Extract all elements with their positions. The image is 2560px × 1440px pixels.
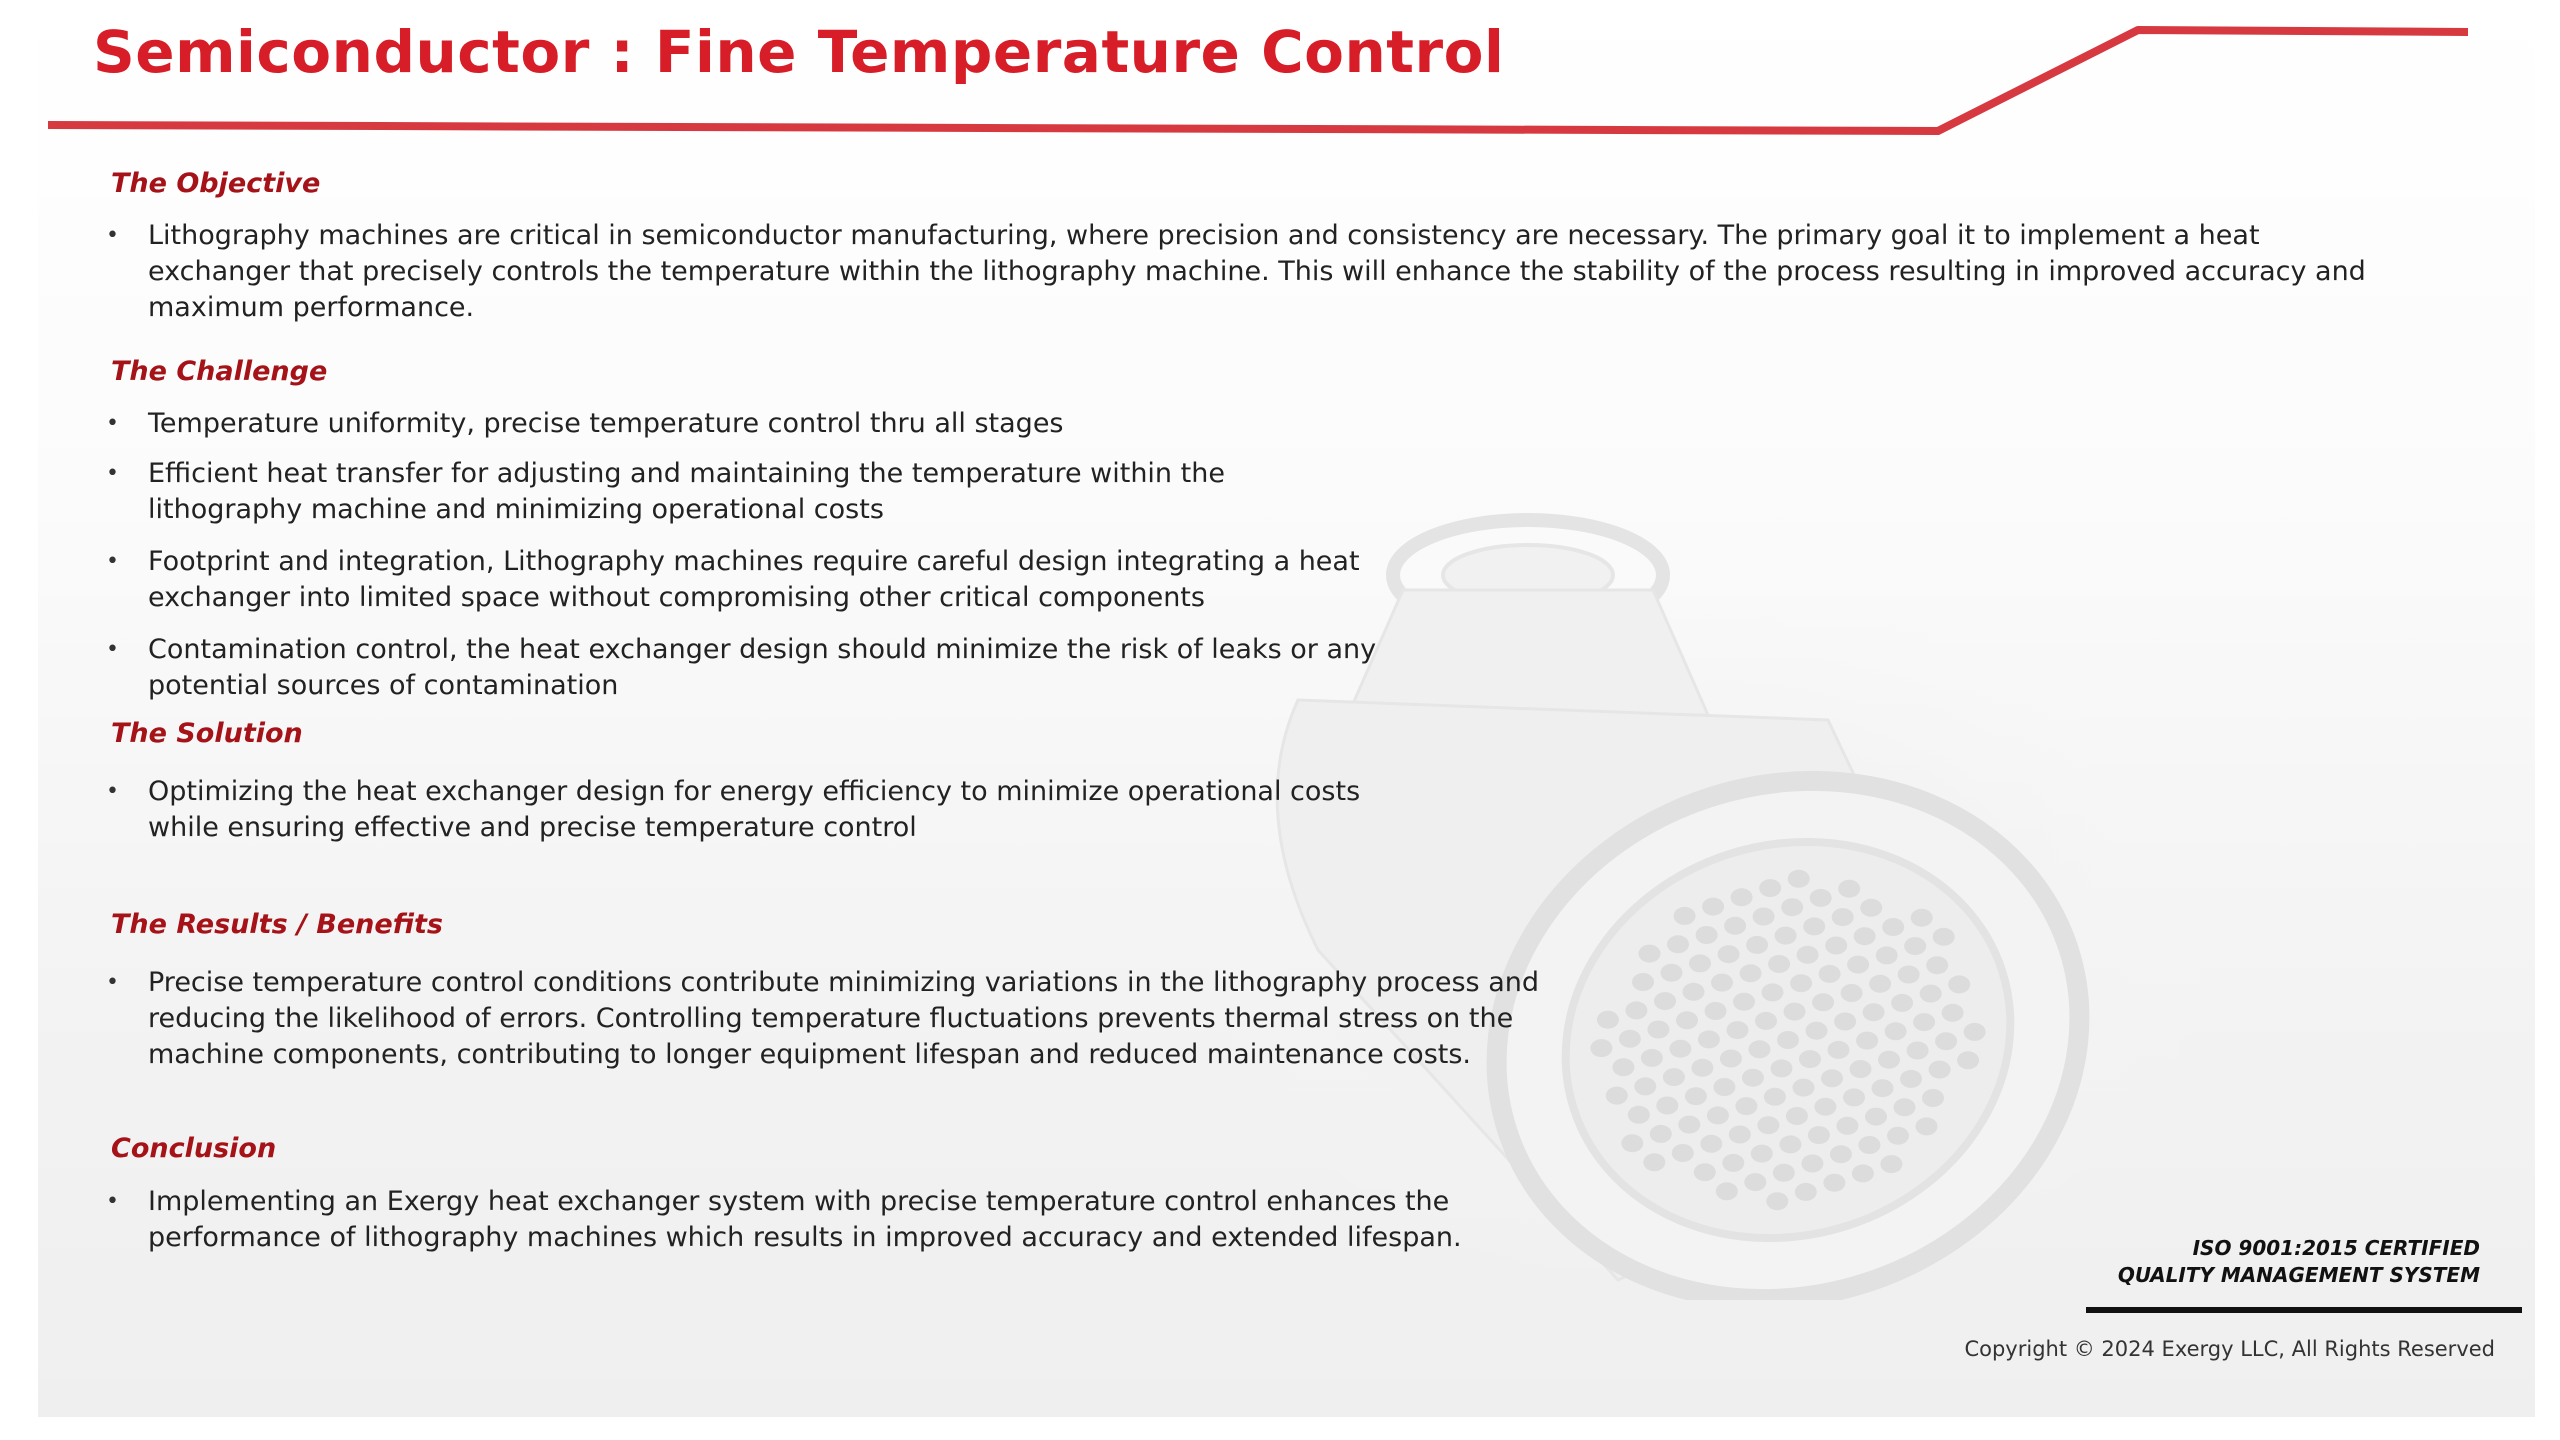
tube-hole <box>1880 1155 1902 1173</box>
tube-hole <box>1650 1125 1672 1143</box>
tube-hole <box>1735 1097 1757 1115</box>
tube-hole <box>1819 965 1841 983</box>
tube-hole <box>1779 1135 1801 1153</box>
tube-hole <box>1865 1108 1887 1126</box>
tube-hole <box>1803 917 1825 935</box>
tube-hole <box>1685 1087 1707 1105</box>
tube-hole <box>1964 1023 1986 1041</box>
tube-hole <box>1907 1042 1929 1060</box>
tube-hole <box>1841 984 1863 1002</box>
tube-hole <box>1628 1106 1650 1124</box>
tube-hole <box>1742 1069 1764 1087</box>
tube-hole <box>1740 964 1762 982</box>
tube-hole <box>1700 1135 1722 1153</box>
tube-hole <box>1720 1050 1742 1068</box>
section-heading-challenge: The Challenge <box>111 356 328 387</box>
tube-hole <box>1806 1022 1828 1040</box>
bullet-icon: • <box>106 461 119 486</box>
tube-hole <box>1790 974 1812 992</box>
bullet-text: Footprint and integration, Lithography machines require careful design integrating a heat exchanger into limited space without compromising other critical components <box>148 546 1360 613</box>
iso-certification <box>2118 1235 2480 1289</box>
tube-hole <box>1667 935 1689 953</box>
copyright-text: Copyright © 2024 Exergy LLC, All Rights Reserved <box>1964 1337 2495 1361</box>
list-item <box>106 456 1306 528</box>
tube-hole <box>1876 946 1898 964</box>
tube-hole <box>1878 1051 1900 1069</box>
tube-hole <box>1781 898 1803 916</box>
tube-hole <box>1860 899 1882 917</box>
tube-hole <box>1654 992 1676 1010</box>
tube-hole <box>1656 1097 1678 1115</box>
tube-hole <box>1887 1127 1909 1145</box>
tube-hole <box>1854 927 1876 945</box>
tube-hole <box>1727 1021 1749 1039</box>
tube-hole <box>1683 983 1705 1001</box>
tube-hole <box>1834 1013 1856 1031</box>
tube-hole <box>1797 946 1819 964</box>
tube-hole <box>1863 1003 1885 1021</box>
bullet-text: Implementing an Exergy heat exchanger system with precise temperature control enhances the performance of lithography machines which results in improved accuracy and extended lifespan. <box>148 1186 1462 1253</box>
tube-hole <box>1722 1154 1744 1172</box>
tube-hole <box>1828 1041 1850 1059</box>
tube-hole <box>1768 955 1790 973</box>
list-item <box>106 218 2406 326</box>
tube-hole <box>1933 928 1955 946</box>
tube-hole <box>1872 1079 1894 1097</box>
tube-hole <box>1882 918 1904 936</box>
tube-hole <box>1753 908 1775 926</box>
list-item <box>106 1184 1526 1256</box>
bullet-text: Lithography machines are critical in semiconductor manufacturing, where precision and consistency are necessary. The primary goal it to implement a heat exchanger that precisely controls the temperature within the lithography machine. This will enhance the stability of the process resulting in improved accuracy and maximum performance. <box>148 220 2366 323</box>
bullet-icon: • <box>106 411 119 436</box>
tube-hole <box>1858 1136 1880 1154</box>
tube-hole <box>1812 993 1834 1011</box>
section-heading-conclusion: Conclusion <box>111 1133 277 1164</box>
bullet-icon: • <box>106 637 119 662</box>
tube-hole <box>1678 1116 1700 1134</box>
bullet-icon: • <box>106 779 119 804</box>
tube-hole <box>1691 1059 1713 1077</box>
tube-hole <box>1808 1126 1830 1144</box>
tube-hole <box>1672 1144 1694 1162</box>
footer-divider <box>2086 1307 2522 1313</box>
tube-hole <box>1634 1077 1656 1095</box>
tube-hole <box>1852 1164 1874 1182</box>
tube-hole <box>1674 907 1696 925</box>
tube-hole <box>1647 1021 1669 1039</box>
list-item <box>106 632 1396 704</box>
tube-hole <box>1625 1001 1647 1019</box>
tube-hole <box>1764 1088 1786 1106</box>
iso-line-2: QUALITY MANAGEMENT SYSTEM <box>2117 1263 2480 1287</box>
tube-hole <box>1612 1058 1634 1076</box>
tube-hole <box>1713 1078 1735 1096</box>
tube-hole <box>1942 1004 1964 1022</box>
tube-hole <box>1751 1145 1773 1163</box>
tube-hole <box>1926 956 1948 974</box>
bullet-text: Precise temperature control conditions contribute minimizing variations in the lithography process and reducing the likelihood of errors. Controlling temperature fluctuations prevents thermal stress on the machine components, contributing to longer equipment lifespan and reduced maintenance costs. <box>148 967 1539 1070</box>
tube-hole <box>1836 1117 1858 1135</box>
tube-hole <box>1823 1174 1845 1192</box>
tube-hole <box>1793 1079 1815 1097</box>
tube-hole <box>1786 1107 1808 1125</box>
list-item <box>106 544 1396 616</box>
tube-hole <box>1894 1098 1916 1116</box>
tube-hole <box>1698 1030 1720 1048</box>
tube-hole <box>1810 889 1832 907</box>
tube-hole <box>1777 1031 1799 1049</box>
slide <box>38 0 2535 1417</box>
tube-hole <box>1632 973 1654 991</box>
tube-hole <box>1920 985 1942 1003</box>
tube-hole <box>1916 1117 1938 1135</box>
tube-hole <box>1957 1051 1979 1069</box>
tube-hole <box>1913 1013 1935 1031</box>
tube-hole <box>1757 1116 1779 1134</box>
tube-hole <box>1707 1106 1729 1124</box>
tube-hole <box>1891 994 1913 1012</box>
tube-hole <box>1775 927 1797 945</box>
tube-hole <box>1850 1060 1872 1078</box>
bullet-text: Optimizing the heat exchanger design for energy efficiency to minimize operational costs while ensuring effective and precise temperature control <box>148 776 1361 843</box>
tube-hole <box>1856 1032 1878 1050</box>
tube-hole <box>1773 1164 1795 1182</box>
iso-line-1: ISO 9001:2015 CERTIFIED <box>2192 1236 2480 1260</box>
list-item <box>106 965 1606 1073</box>
tube-hole <box>1825 937 1847 955</box>
tube-hole <box>1711 974 1733 992</box>
tube-hole <box>1755 1012 1777 1030</box>
tube-hole <box>1689 954 1711 972</box>
tube-hole <box>1869 975 1891 993</box>
tube-hole <box>1744 1173 1766 1191</box>
tube-hole <box>1799 1050 1821 1068</box>
tube-hole <box>1696 926 1718 944</box>
tube-hole <box>1731 888 1753 906</box>
section-heading-results: The Results / Benefits <box>111 909 443 940</box>
tube-hole <box>1771 1059 1793 1077</box>
tube-hole <box>1935 1032 1957 1050</box>
tube-hole <box>1716 1182 1738 1200</box>
tube-hole <box>1733 993 1755 1011</box>
tube-hole <box>1821 1069 1843 1087</box>
tube-hole <box>1621 1134 1643 1152</box>
tube-hole <box>1832 908 1854 926</box>
section-heading-solution: The Solution <box>111 718 303 749</box>
tube-hole <box>1676 1011 1698 1029</box>
page-title: Semiconductor : Fine Temperature Control <box>93 18 1505 86</box>
bullet-icon: • <box>106 549 119 574</box>
tube-hole <box>1762 983 1784 1001</box>
bullet-icon: • <box>106 970 119 995</box>
tube-hole <box>1801 1155 1823 1173</box>
tube-hole <box>1922 1089 1944 1107</box>
tube-hole <box>1898 966 1920 984</box>
tube-hole <box>1788 870 1810 888</box>
tube-hole <box>1759 879 1781 897</box>
tube-hole <box>1784 1003 1806 1021</box>
tube-hole <box>1724 917 1746 935</box>
bullet-icon: • <box>106 223 119 248</box>
tube-hole <box>1606 1087 1628 1105</box>
tube-hole <box>1729 1126 1751 1144</box>
bullet-text: Efficient heat transfer for adjusting and maintaining the temperature within the lithography machine and minimizing operational costs <box>148 458 1225 525</box>
tube-hole <box>1749 1040 1771 1058</box>
tube-hole <box>1619 1030 1641 1048</box>
bullet-text: Temperature uniformity, precise temperature control thru all stages <box>148 408 1064 439</box>
tube-hole <box>1718 945 1740 963</box>
tube-hole <box>1639 945 1661 963</box>
tube-hole <box>1843 1088 1865 1106</box>
tube-hole <box>1885 1022 1907 1040</box>
tube-hole <box>1847 956 1869 974</box>
tube-hole <box>1838 880 1860 898</box>
list-item <box>106 406 1356 442</box>
tube-hole <box>1643 1153 1665 1171</box>
tube-hole <box>1766 1192 1788 1210</box>
tube-hole <box>1746 936 1768 954</box>
bullet-text: Contamination control, the heat exchanger design should minimize the risk of leaks or any potential sources of contamination <box>148 634 1377 701</box>
list-item <box>106 774 1396 846</box>
tube-hole <box>1663 1068 1685 1086</box>
tube-hole <box>1929 1061 1951 1079</box>
tube-hole <box>1900 1070 1922 1088</box>
bullet-icon: • <box>106 1189 119 1214</box>
tube-hole <box>1904 937 1926 955</box>
tube-hole <box>1948 975 1970 993</box>
tube-hole <box>1814 1098 1836 1116</box>
tube-hole <box>1702 898 1724 916</box>
section-heading-objective: The Objective <box>111 168 321 199</box>
tube-hole <box>1911 909 1933 927</box>
tube-hole <box>1795 1183 1817 1201</box>
tube-hole <box>1705 1002 1727 1020</box>
tube-hole <box>1641 1049 1663 1067</box>
tube-hole <box>1694 1163 1716 1181</box>
tube-hole <box>1669 1040 1691 1058</box>
tube-hole <box>1661 964 1683 982</box>
tube-hole <box>1830 1145 1852 1163</box>
